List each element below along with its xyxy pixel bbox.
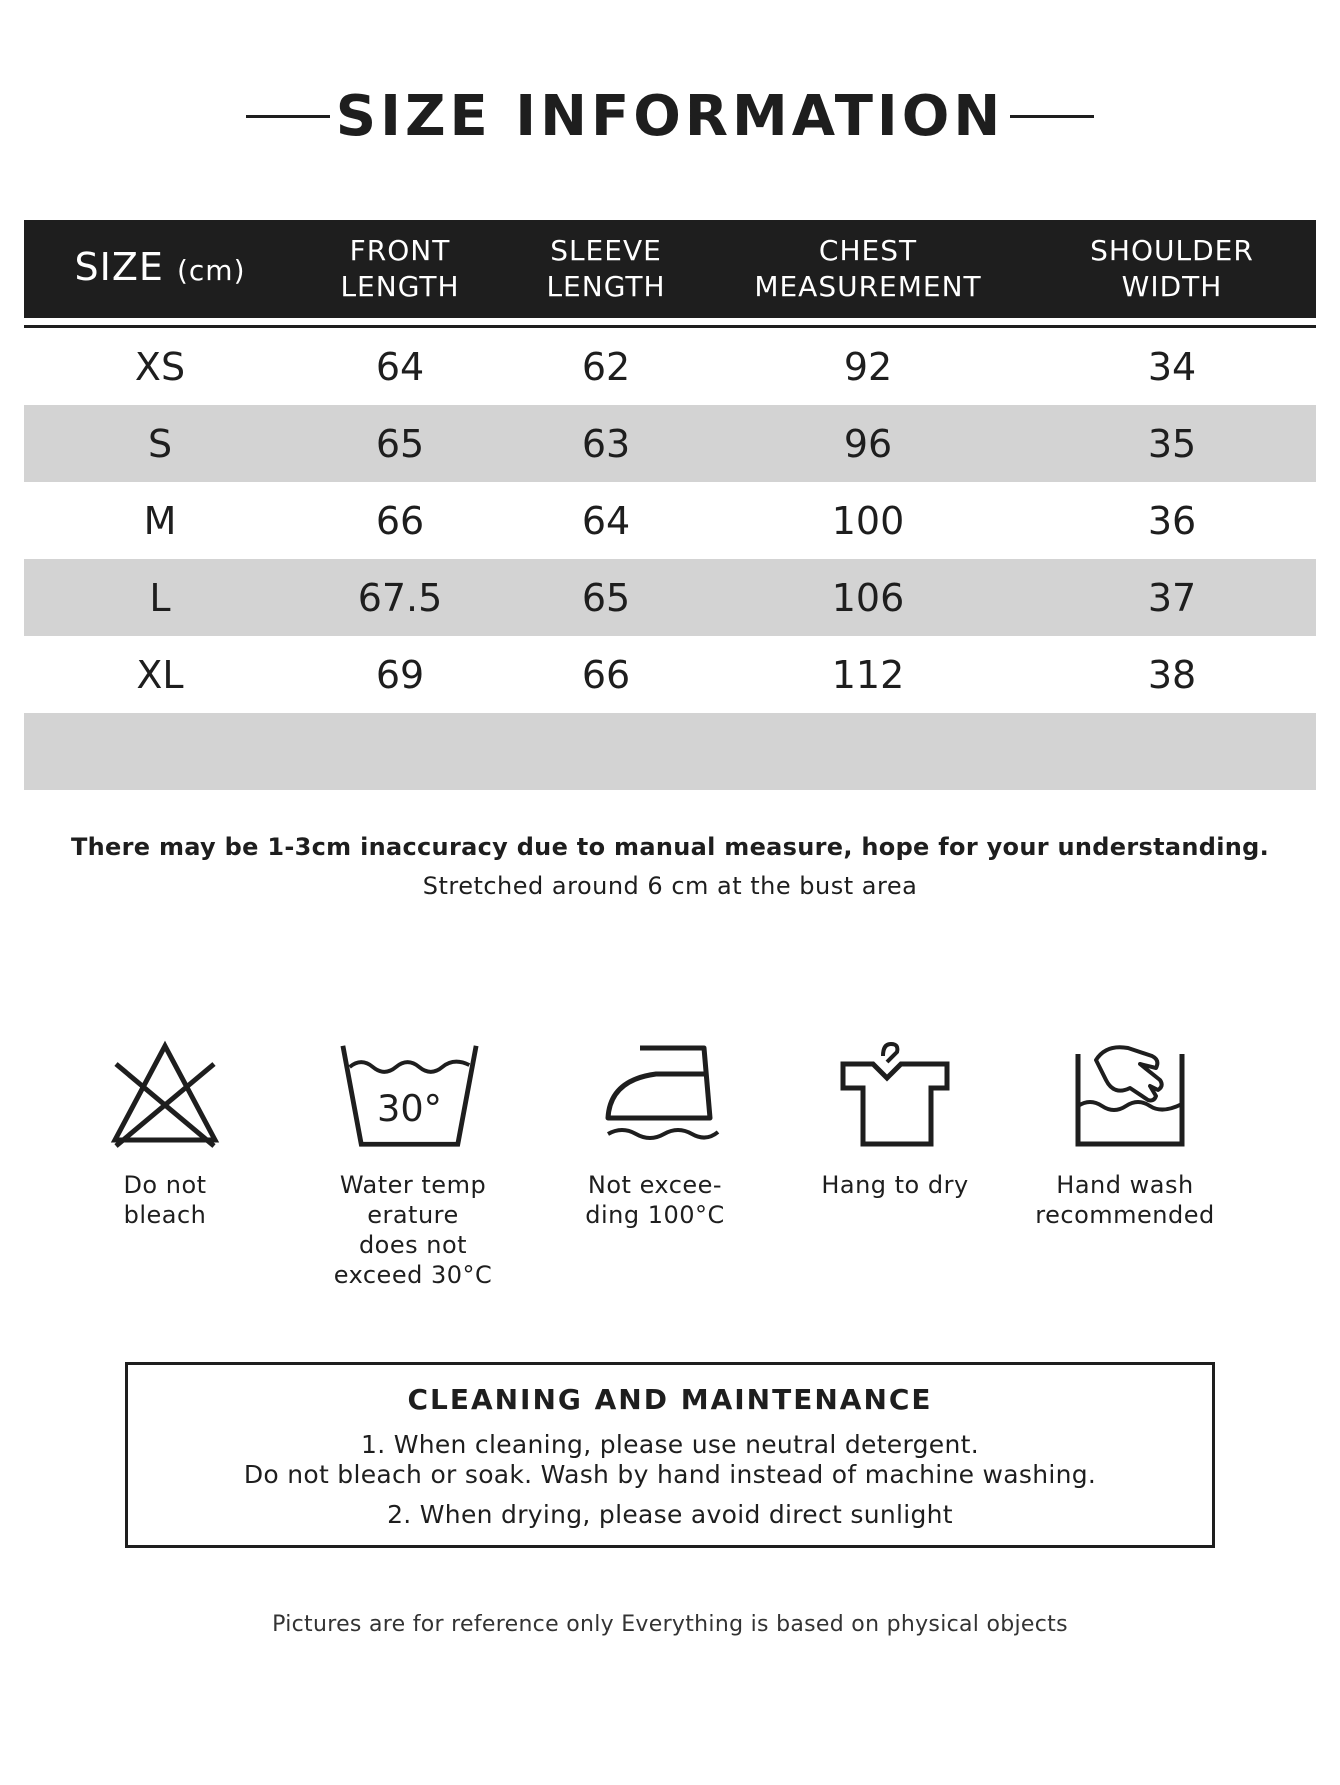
title-rule-left xyxy=(246,115,330,118)
wash-30-icon xyxy=(340,1040,480,1160)
cell-front: 64 xyxy=(375,344,425,389)
measurement-notes xyxy=(0,828,1340,906)
iron-icon xyxy=(590,1040,730,1160)
size-table xyxy=(24,220,1316,790)
cell-size: XS xyxy=(134,344,186,389)
page-title: SIZE INFORMATION xyxy=(335,84,1005,149)
table-body xyxy=(24,328,1316,790)
cell-chest: 92 xyxy=(843,344,893,389)
header-size-unit: (cm) xyxy=(176,254,246,287)
cell-shoulder: 37 xyxy=(1147,575,1197,620)
cell-sleeve: 66 xyxy=(581,652,631,697)
cell-sleeve: 65 xyxy=(581,575,631,620)
cell-size: XL xyxy=(136,652,184,697)
hang-dry-icon xyxy=(825,1040,965,1160)
note-stretch: Stretched around 6 cm at the bust area xyxy=(422,872,918,900)
maintenance-no-bleach: Do not bleach or soak. Wash by hand instead of machine washing. xyxy=(243,1460,1097,1489)
cell-front: 69 xyxy=(375,652,425,697)
header-front-length: FRONT LENGTH xyxy=(340,234,460,303)
cell-sleeve: 62 xyxy=(581,344,631,389)
cell-front: 66 xyxy=(375,498,425,543)
table-header xyxy=(24,220,1316,318)
cell-front: 67.5 xyxy=(357,575,443,620)
cell-size: M xyxy=(143,498,177,543)
cell-chest: 106 xyxy=(831,575,905,620)
header-size: SIZE (cm) xyxy=(74,245,246,289)
table-row-empty xyxy=(24,713,1316,790)
table-row xyxy=(24,636,1316,713)
cell-size: S xyxy=(147,421,173,466)
header-shoulder: SHOULDER WIDTH xyxy=(1090,234,1254,303)
cell-size: L xyxy=(149,575,171,620)
svg-text:30°: 30° xyxy=(377,1087,443,1131)
cell-front: 65 xyxy=(375,421,425,466)
cell-shoulder: 34 xyxy=(1147,344,1197,389)
no-bleach-icon xyxy=(95,1040,235,1160)
care-label-no-bleach: Do not bleach xyxy=(123,1171,207,1229)
cell-shoulder: 35 xyxy=(1147,421,1197,466)
maintenance-line-1 xyxy=(128,1430,1212,1490)
hand-wash-icon xyxy=(1060,1040,1200,1160)
header-chest: CHEST MEASUREMENT xyxy=(754,234,982,303)
page-title-wrap xyxy=(0,84,1340,149)
cleaning-maintenance-box xyxy=(125,1362,1215,1548)
maintenance-detergent: 1. When cleaning, please use neutral detergent. xyxy=(361,1430,979,1459)
header-sleeve-length: SLEEVE LENGTH xyxy=(546,234,666,303)
maintenance-drying: 2. When drying, please avoid direct sunlight xyxy=(387,1500,953,1529)
maintenance-title: CLEANING AND MAINTENANCE xyxy=(407,1383,933,1416)
cell-chest: 96 xyxy=(843,421,893,466)
table-row xyxy=(24,482,1316,559)
care-label-wash-temp: Water temp erature does not exceed 30°C xyxy=(333,1171,493,1289)
cell-shoulder: 38 xyxy=(1147,652,1197,697)
table-row xyxy=(24,405,1316,482)
table-row xyxy=(24,559,1316,636)
cell-sleeve: 64 xyxy=(581,498,631,543)
cell-chest: 112 xyxy=(831,652,905,697)
care-label-hand-wash: Hand wash recommended xyxy=(1035,1171,1215,1229)
table-row xyxy=(24,328,1316,405)
cell-chest: 100 xyxy=(831,498,905,543)
title-rule-right xyxy=(1010,115,1094,118)
cell-sleeve: 63 xyxy=(581,421,631,466)
note-inaccuracy: There may be 1-3cm inaccuracy due to manual measure, hope for your understanding. xyxy=(70,833,1270,861)
footer-disclaimer: Pictures are for reference only Everything is based on physical objects xyxy=(272,1612,1068,1637)
care-label-iron: Not excee- ding 100°C xyxy=(585,1171,725,1229)
care-label-hang-dry: Hang to dry xyxy=(821,1171,969,1199)
cell-shoulder: 36 xyxy=(1147,498,1197,543)
